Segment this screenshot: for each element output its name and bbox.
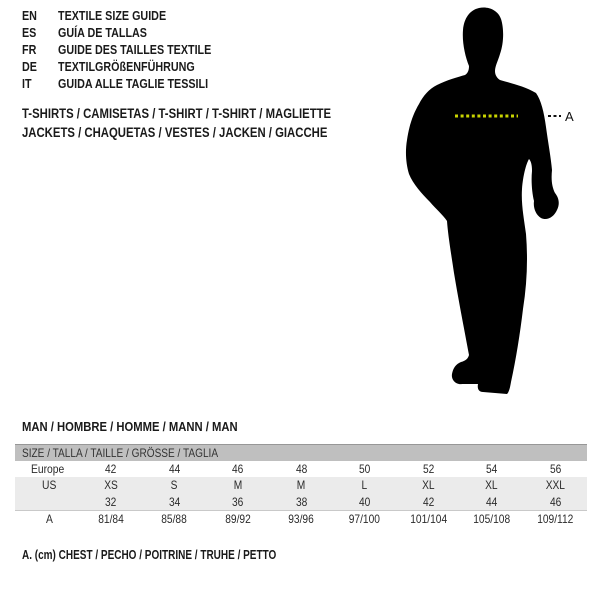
table-cell: 52 [422,462,434,476]
measurement-figure [405,5,590,395]
table-cell: 56 [549,462,561,476]
language-guide-title: GUÍA DE TALLAS [58,26,147,40]
measurement-footnote: A. (cm) CHEST / PECHO / POITRINE / TRUHE / PETTO [22,548,277,562]
language-code: EN [22,9,37,23]
table-row-chest-a [15,510,587,528]
language-code: ES [22,26,37,40]
table-cell: M [233,478,242,492]
table-cell: 97/100 [349,512,381,526]
table-cell: 105/108 [473,512,511,526]
table-cell: 93/96 [288,512,315,526]
row-label: A [46,512,54,526]
table-cell: 34 [168,495,180,509]
table-cell: 46 [232,462,244,476]
language-code: DE [22,60,37,74]
measure-label-a: A [565,109,574,124]
table-cell: 109/112 [537,512,574,526]
table-cell: 36 [232,495,244,509]
table-cell: 42 [422,495,434,509]
table-row-alt-sizes [15,494,587,510]
category-tshirts: T-SHIRTS / CAMISETAS / T-SHIRT / T-SHIRT / MAGLIETTE [22,106,332,121]
language-code: FR [22,43,37,57]
table-cell: 101/104 [409,512,447,526]
table-cell: 38 [295,495,307,509]
table-cell: M [297,478,306,492]
man-silhouette [406,7,559,394]
table-cell: 81/84 [97,512,124,526]
table-cell: 50 [359,462,371,476]
language-code: IT [22,77,32,91]
table-cell: 40 [359,495,371,509]
man-silhouette-svg [405,5,590,395]
row-label: Europe [31,462,65,476]
table-cell: 42 [105,462,117,476]
table-cell: 44 [168,462,180,476]
category-jackets: JACKETS / CHAQUETAS / VESTES / JACKEN / GIACCHE [22,125,328,140]
section-title-man: MAN / HOMBRE / HOMME / MANN / MAN [22,420,238,434]
table-cell: S [170,478,178,492]
table-row-us [15,477,587,494]
table-row-europe [15,461,587,477]
table-cell: 32 [105,495,117,509]
table-cell: 48 [295,462,307,476]
table-cell: 54 [486,462,498,476]
table-cell: 89/92 [224,512,251,526]
table-cell: 85/88 [161,512,188,526]
table-cell: XL [422,478,435,492]
table-cell: XS [103,478,118,492]
table-cell: 44 [486,495,498,509]
row-label [15,494,79,510]
language-guide-title: TEXTILGRÖßENFÜHRUNG [58,60,195,74]
language-guide-title: GUIDA ALLE TAGLIE TESSILI [58,77,209,91]
table-cell: L [361,478,368,492]
table-cell: XL [485,478,498,492]
size-table [15,444,587,528]
language-guide-title: TEXTILE SIZE GUIDE [58,9,167,23]
garment-categories [22,104,390,142]
table-cell: 46 [549,495,561,509]
row-label: US [42,478,57,492]
table-cell: XXL [545,478,565,492]
language-guide-title: GUIDE DES TAILLES TEXTILE [58,43,212,57]
size-table-header: SIZE / TALLA / TAILLE / GRÖSSE / TAGLIA [15,444,587,461]
